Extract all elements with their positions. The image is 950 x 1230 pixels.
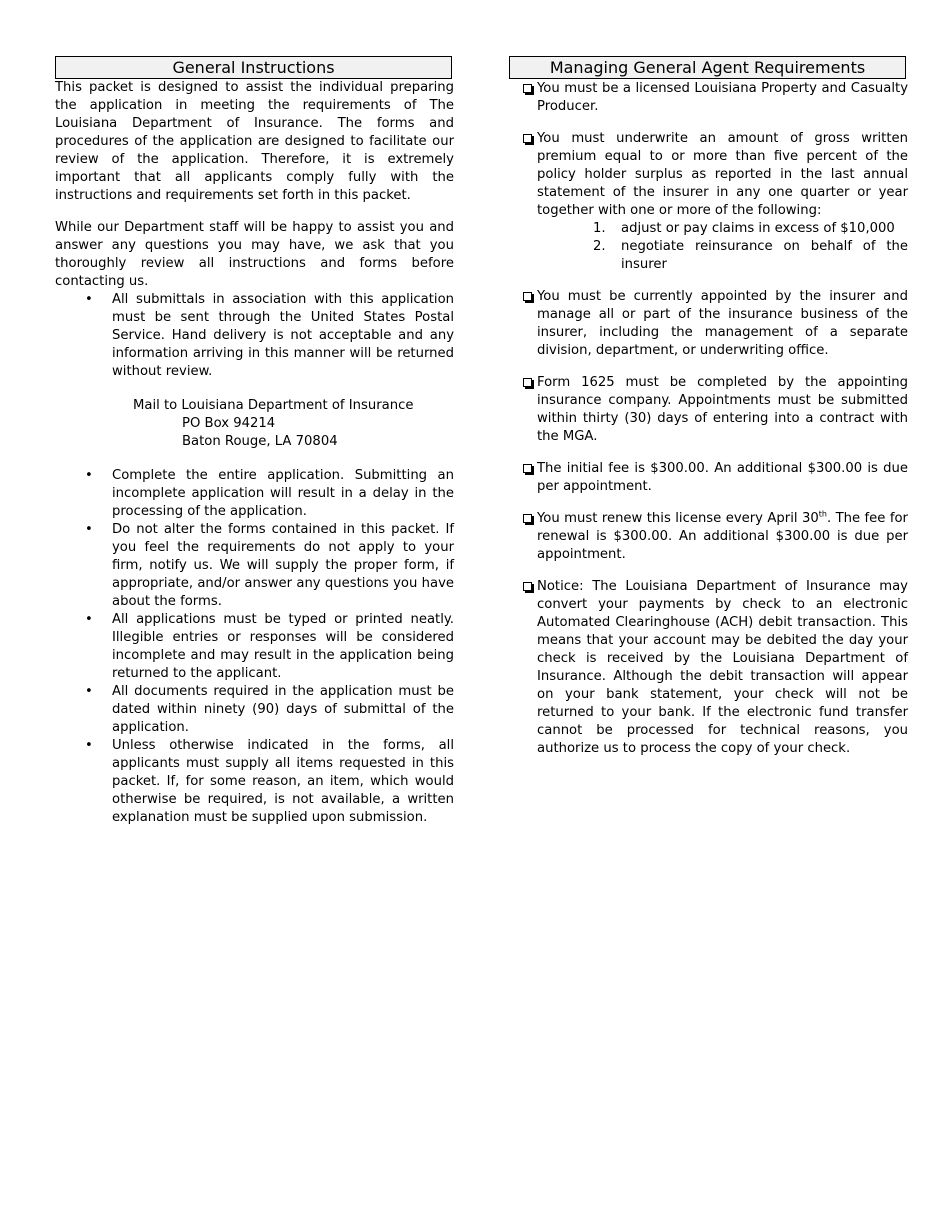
checkbox-icon — [523, 464, 532, 473]
instructions-list-bottom — [55, 467, 454, 827]
requirement-premium: You must underwrite an amount of gross written premium equal to or more than five percent of the policy holder surplus as reported in the last annual statement of the insurer in any one quarter or year together with one or more of the following: 1. adjust or pay claims in excess of $10,000 2. negotiate reinsurance on behalf of the insurer — [509, 130, 908, 274]
sub-list-item: 1. adjust or pay claims in excess of $10,000 — [593, 221, 895, 236]
checkbox-icon — [523, 514, 532, 523]
checkbox-icon — [523, 378, 532, 387]
list-item: • Complete the entire application. Submitting an incomplete application will result in a delay in the processing of the application. — [55, 467, 454, 521]
address-line-1: Mail to Louisiana Department of Insurance — [133, 398, 414, 413]
requirement-appointment: You must be currently appointed by the insurer and manage all or part of the insurance business of the insurer, including the management of a separate division, department, or underwriting office. — [509, 288, 908, 360]
mga-requirements-heading: Managing General Agent Requirements — [509, 56, 906, 79]
mailing-address — [55, 397, 454, 451]
requirement-renewal: You must renew this license every April 30th. The fee for renewal is $300.00. An additional $300.00 is due per appointment. — [509, 510, 908, 564]
list-item: • Do not alter the forms contained in this packet. If you feel the requirements do not apply to your firm, notify us. We will supply the proper form, if appropriate, and/or answer any questions you have about the forms. — [55, 521, 454, 611]
intro-paragraph-2: While our Department staff will be happy to assist you and answer any questions you may have, we ask that you thoroughly review all instructions and forms before contacting us. — [55, 220, 454, 289]
list-item: • All applications must be typed or printed neatly. Illegible entries or responses will be considered incomplete and may result in the application being returned to the applicant. — [55, 611, 454, 683]
checkbox-icon — [523, 84, 532, 93]
list-item: • All documents required in the application must be dated within ninety (90) days of submittal of the application. — [55, 683, 454, 737]
instructions-list-top — [55, 291, 454, 381]
requirement-form-1625: Form 1625 must be completed by the appointing insurance company. Appointments must be submitted within thirty (30) days of entering into a contract with the MGA. — [509, 374, 908, 446]
sub-list-item: 2. negotiate reinsurance on behalf of the insurer — [593, 239, 908, 272]
intro-paragraph-1: This packet is designed to assist the individual preparing the application in meeting the requirements of The Louisiana Department of Insurance. The forms and procedures of the application are designed to facilitate our review of the application. Therefore, it is extremely important that all applicants comply fully with the instructions and requirements set forth in this packet. — [55, 80, 454, 203]
checkbox-icon — [523, 292, 532, 301]
address-line-2: PO Box 94214 — [182, 416, 276, 431]
checkbox-icon — [523, 582, 532, 591]
mga-requirements-column — [509, 56, 908, 772]
requirement-ach-notice: Notice: The Louisiana Department of Insurance may convert your payments by check to an electronic Automated Clearinghouse (ACH) debit transaction. This means that your account may be debited the day your check is received by the Louisiana Department of Insurance. Although the debit transaction will appear on your bank statement, your check will not be returned to your bank. If the electronic fund transfer cannot be processed for technical reasons, you authorize us to process the copy of your check. — [509, 578, 908, 758]
list-item: • All submittals in association with this application must be sent through the United States Postal Service. Hand delivery is not acceptable and any information arriving in this manner will be returned without review. — [55, 291, 454, 381]
list-item: • Unless otherwise indicated in the forms, all applicants must supply all items requested in this packet. If, for some reason, an item, which would otherwise be required, is not available, a written explanation must be supplied upon submission. — [55, 737, 454, 827]
address-line-3: Baton Rouge, LA 70804 — [182, 434, 338, 449]
general-instructions-column — [55, 56, 454, 827]
premium-sub-list — [537, 220, 908, 274]
requirement-license: You must be a licensed Louisiana Property and Casualty Producer. — [509, 80, 908, 116]
general-instructions-heading: General Instructions — [55, 56, 452, 79]
checkbox-icon — [523, 134, 532, 143]
requirement-initial-fee: The initial fee is $300.00. An additional $300.00 is due per appointment. — [509, 460, 908, 496]
